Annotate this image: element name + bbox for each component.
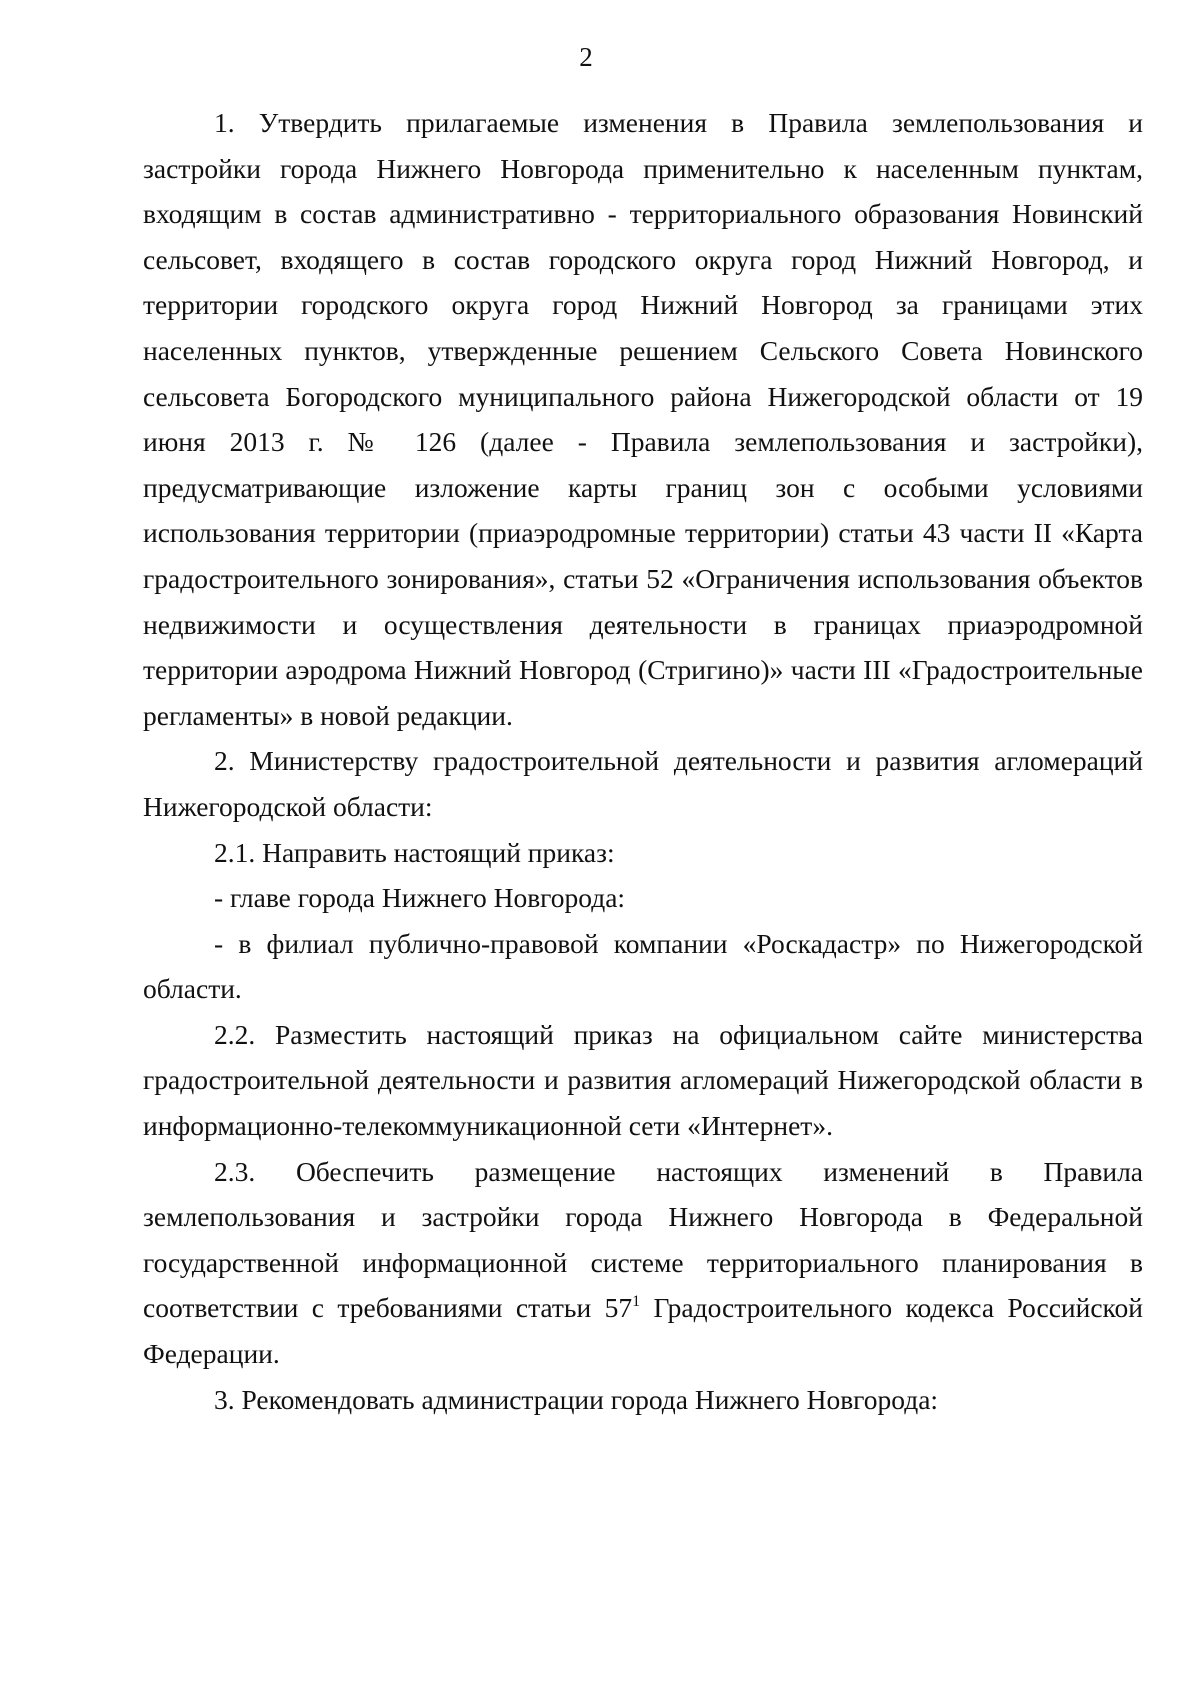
list-item-city-head: - главе города Нижнего Новгорода: — [214, 882, 626, 914]
document-body — [143, 100, 1143, 1422]
article-superscript: 1 — [632, 1293, 641, 1311]
paragraph-2-3-text-after: Градостроительного кодекса Российской Федерации. — [143, 1292, 1143, 1370]
paragraph-2-2-publish-site: 2.2. Разместить настоящий приказ на официальном сайте министерства градостроительной деятельности и развития агломераций Нижегородской области в информационно-телекоммуникационной сети «Интернет». — [143, 1018, 1143, 1142]
paragraph-2-3-text-before: 2.3. Обеспечить размещение настоящих изменений в Правила землепользования и застройки города Нижнего Новгорода в Федеральной государственной информационной системе территориального планирования в соответствии с требованиями статьи 57 — [143, 1155, 1143, 1324]
paragraph-1-approve-changes: 1. Утвердить прилагаемые изменения в Правила землепользования и застройки города Нижнего Новгорода применительно к населенным пунктам, входящим в состав административно - территориального образования Новинский сельсовет, входящего в состав городского округа город Нижний Новгород, и территории городского округа город Нижний Новгород за границами этих населенных пунктов, утвержденные решением Сельского Совета Новинского сельсовета Богородского муниципального района Нижегородской области от 19 июня 2013 г. № 126 (далее - Правила землепользования и застройки), предусматривающие изложение карты границ зон с особыми условиями использования территории (приаэродромные территории) статьи 43 части II «Карта градостроительного зонирования», статьи 52 «Ограничения использования объектов недвижимости и осуществления деятельности в границах приаэродромной территории аэродрома Нижний Новгород (Стригино)» части III «Градостроительные регламенты» в новой редакции. — [143, 107, 1143, 731]
list-item-roskadastr-branch: - в филиал публично-правовой компании «Роскадастр» по Нижегородской области. — [143, 927, 1143, 1005]
paragraph-3-recommend: 3. Рекомендовать администрации города Нижнего Новгорода: — [214, 1383, 939, 1415]
paragraph-2-3-fgis-placement — [143, 1149, 1143, 1377]
paragraph-2-ministry: 2. Министерству градостроительной деятельности и развития агломераций Нижегородской области: — [143, 745, 1143, 822]
page-number: 2 — [579, 42, 593, 72]
paragraph-2-1-send-order: 2.1. Направить настоящий приказ: — [214, 836, 615, 868]
